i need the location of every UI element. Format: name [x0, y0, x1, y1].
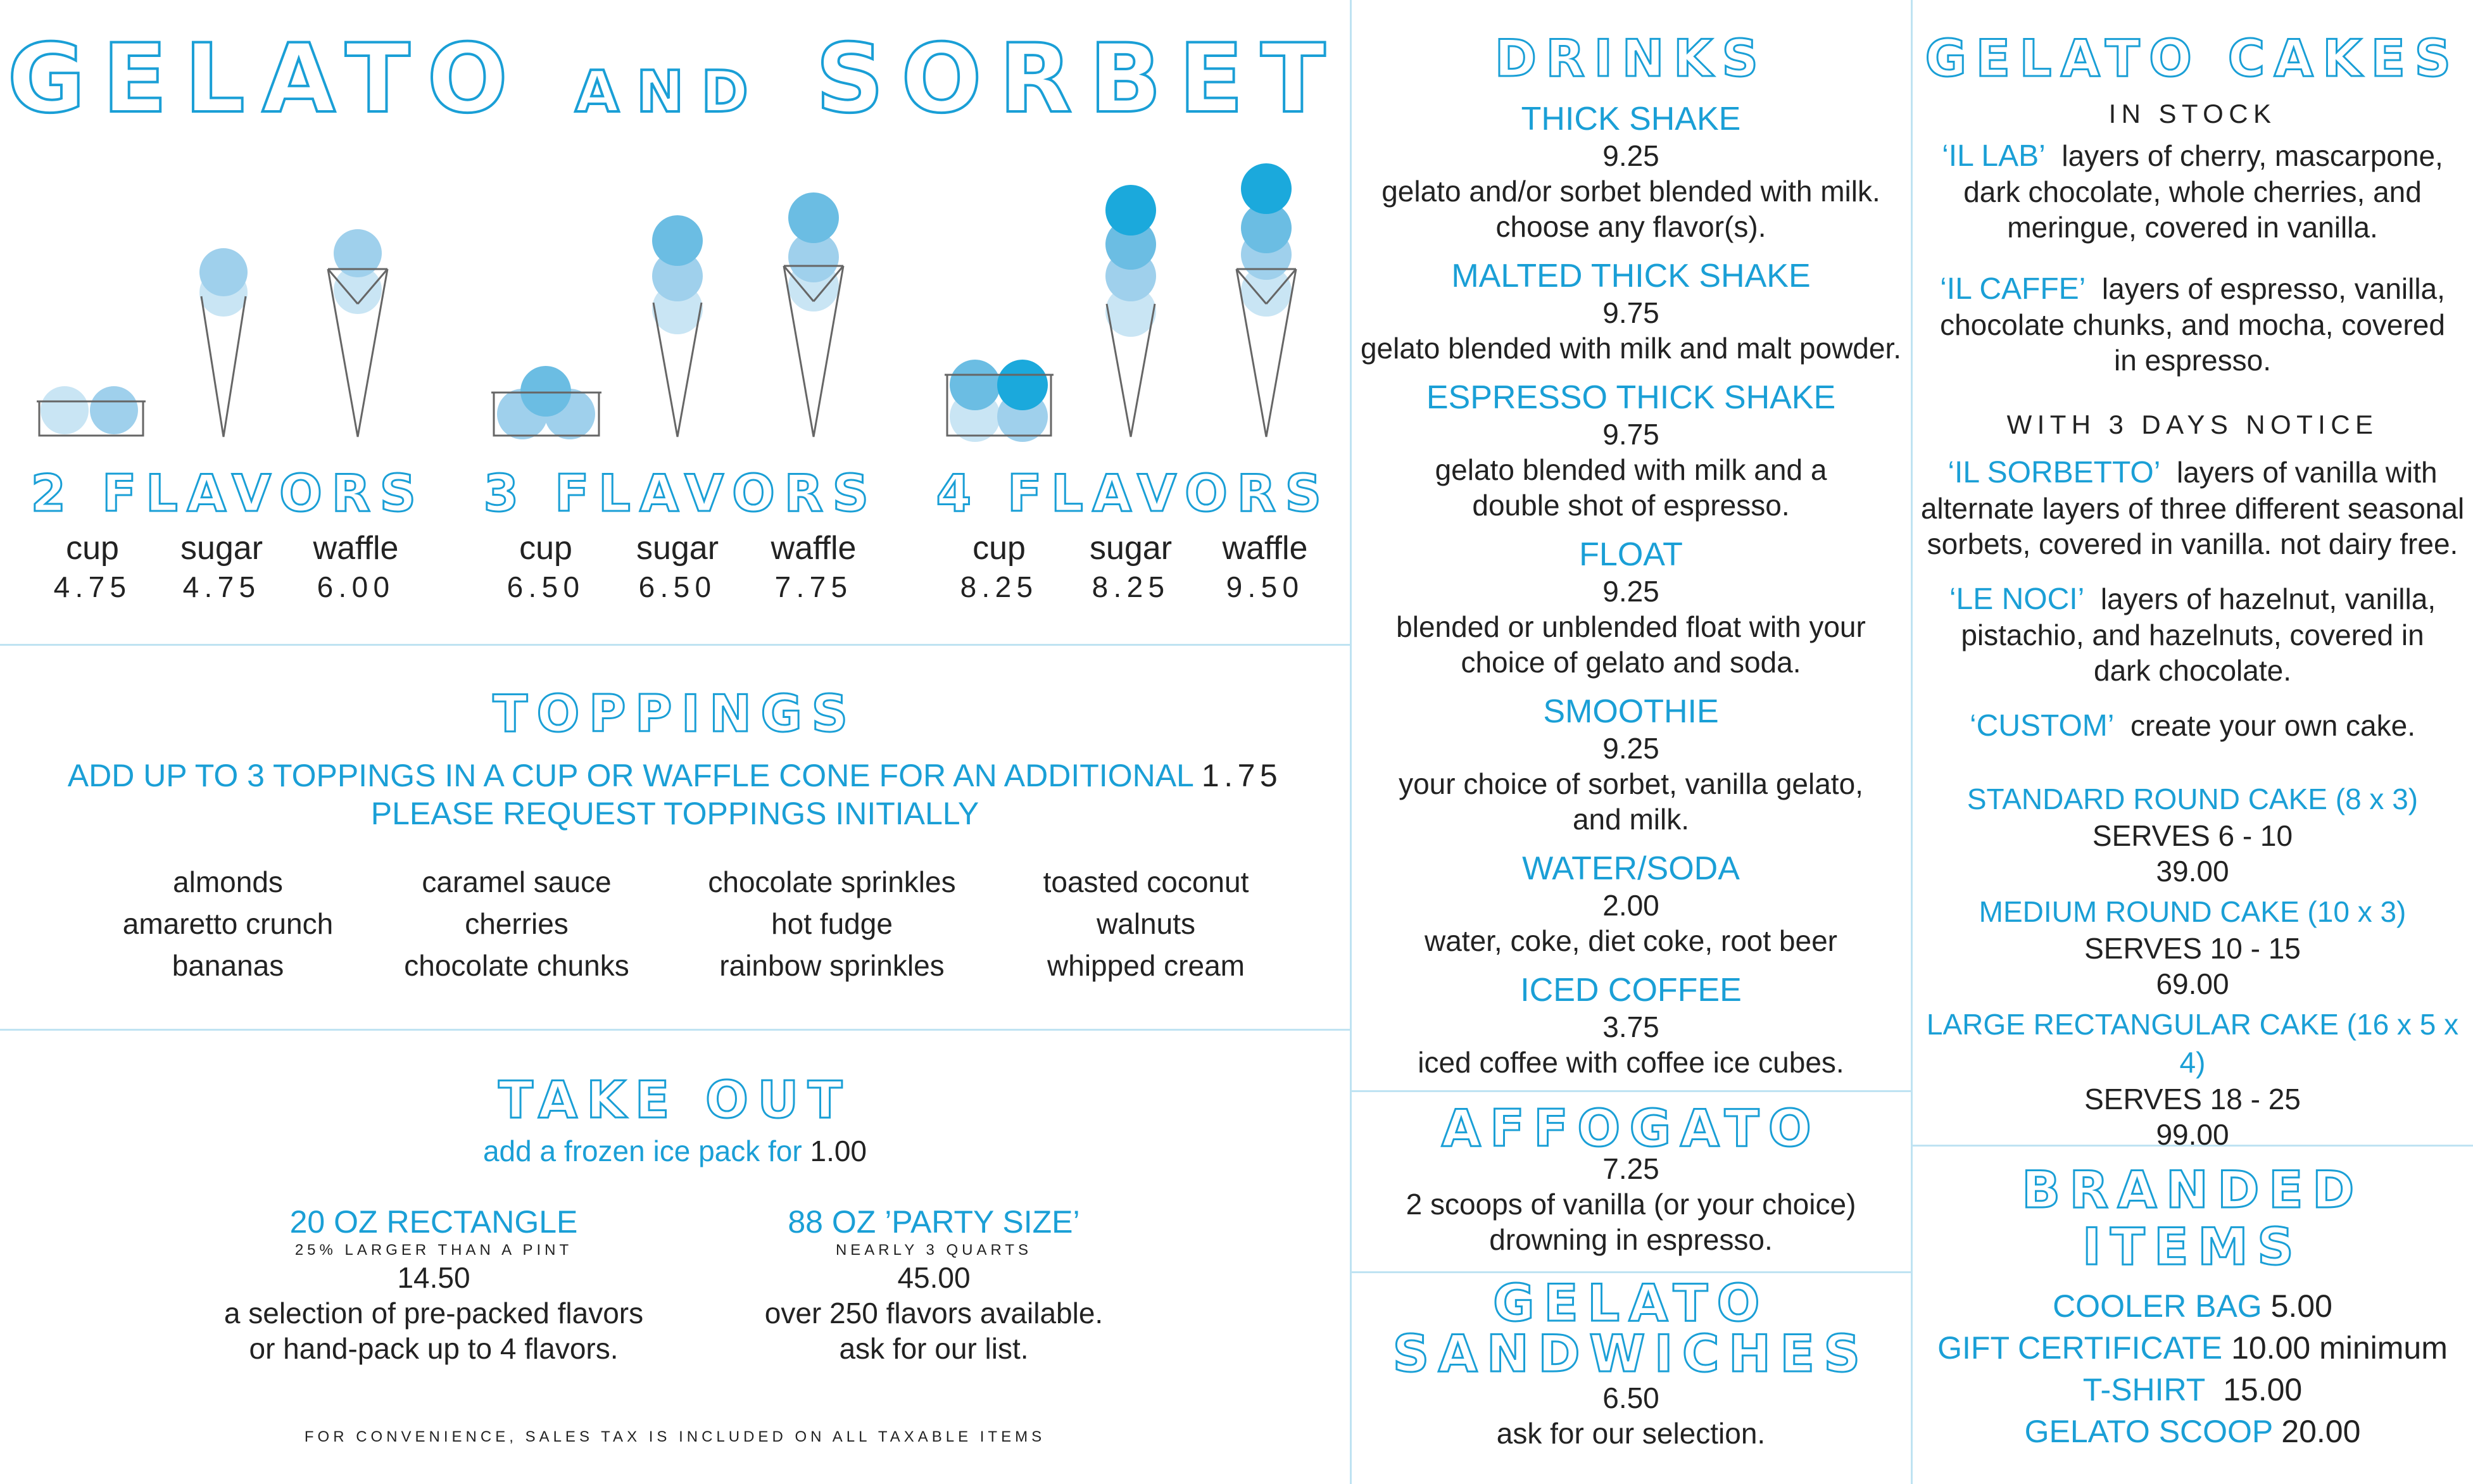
title-sorbet: SORBET	[815, 24, 1343, 134]
topping-item: bananas	[172, 949, 284, 982]
divider-gelato-toppings	[0, 644, 1350, 646]
takeout-item-sub: 25% LARGER THAN A PINT	[294, 1242, 573, 1259]
toppings-column-4	[1000, 861, 1292, 986]
branded-list	[1912, 1285, 2473, 1452]
cake-il-sorbetto: ‘IL SORBETTO’ layers of vanilla with alternate layers of three different seasonal sorbets, covered in vanilla. not dairy free.	[1920, 456, 2465, 560]
sandwiches-title-1: GELATO	[1493, 1274, 1769, 1333]
takeout-note-text: add a frozen ice pack for	[482, 1135, 802, 1167]
affogato-price: 7.25	[1602, 1152, 1659, 1185]
topping-item: almonds	[173, 865, 283, 898]
size-cup-4: cup 8.25	[960, 530, 1038, 603]
takeout-item-name: 20 OZ RECTANGLE	[289, 1204, 578, 1240]
takeout-item-price: 45.00	[897, 1261, 971, 1294]
title-and: AND	[575, 59, 765, 125]
size-waffle-3: waffle 7.75	[771, 530, 857, 603]
cup-3-flavors-icon	[491, 366, 601, 439]
takeout-item-desc: over 250 flavors available.	[764, 1297, 1104, 1330]
cake-sizes	[1912, 780, 2473, 1152]
takeout-item-rectangle	[180, 1203, 687, 1366]
branded-title-2: ITEMS	[2082, 1217, 2303, 1276]
affogato-details	[1351, 1151, 1911, 1257]
cake-le-noci: ‘LE NOCI’ layers of hazelnut, vanilla, pistachio, and hazelnuts, covered in dark chocolate.	[1949, 582, 2436, 687]
affogato-title: AFFOGATO	[1441, 1099, 1821, 1158]
heading-2-flavors: 2 FLAVORS	[30, 464, 425, 523]
cup-4-flavors-icon	[945, 360, 1054, 442]
branded-item: COOLER BAG 5.00	[2053, 1288, 2332, 1324]
takeout-item-desc: a selection of pre-packed flavors	[223, 1297, 644, 1330]
drink-item: SMOOTHIE 9.25 your choice of sorbet, vanilla gelato, and milk.	[1399, 693, 1863, 836]
size-sugar-2: sugar 4.75	[180, 530, 263, 603]
heading-3-flavors: 3 FLAVORS	[483, 464, 878, 523]
divider-drinks-affogato	[1350, 1090, 1911, 1092]
sandwiches-price: 6.50	[1602, 1381, 1659, 1414]
waffle-cone-2-flavors-icon	[328, 229, 387, 437]
cake-size-standard: STANDARD ROUND CAKE (8 x 3) SERVES 6 - 10 39.00	[1966, 783, 2419, 888]
cup-2-flavors-icon	[37, 386, 146, 436]
topping-item: walnuts	[1097, 907, 1195, 940]
takeout-item-desc: ask for our list.	[839, 1332, 1029, 1365]
cakes-title: GELATO CAKES	[1925, 29, 2460, 88]
toppings-note-line1: ADD UP TO 3 TOPPINGS IN A CUP OR WAFFLE CONE FOR AN ADDITIONAL	[67, 758, 1193, 793]
drink-item: THICK SHAKE 9.25 gelato and/or sorbet blended with milk. choose any flavor(s).	[1381, 101, 1880, 243]
affogato-desc: drowning in espresso.	[1489, 1223, 1773, 1256]
topping-item: chocolate sprinkles	[708, 865, 956, 898]
branded-item: GIFT CERTIFICATE 10.00 minimum	[1937, 1330, 2448, 1366]
takeout-item-price: 14.50	[397, 1261, 470, 1294]
sandwiches-title-2: SANDWICHES	[1392, 1324, 1870, 1383]
gelato-title	[0, 25, 1350, 146]
toppings-column-2	[371, 861, 662, 986]
drink-item: MALTED THICK SHAKE 9.75 gelato blended with milk and malt powder.	[1360, 258, 1902, 365]
size-cup-3: cup 6.50	[507, 530, 585, 603]
affogato-desc: 2 scoops of vanilla (or your choice)	[1406, 1188, 1856, 1221]
cake-il-caffe: ‘IL CAFFE’ layers of espresso, vanilla, chocolate chunks, and mocha, covered in espresso.	[1940, 272, 2445, 377]
topping-item: whipped cream	[1047, 949, 1245, 982]
topping-item: amaretto crunch	[122, 907, 334, 940]
cake-size-medium: MEDIUM ROUND CAKE (10 x 3) SERVES 10 - 15 69.00	[1979, 895, 2407, 1000]
drink-item: WATER/SODA 2.00 water, coke, diet coke, root beer	[1424, 850, 1838, 957]
topping-item: toasted coconut	[1043, 865, 1249, 898]
takeout-title: TAKE OUT	[498, 1071, 852, 1129]
drink-item: ICED COFFEE 3.75 iced coffee with coffee ice cubes.	[1418, 972, 1844, 1079]
heading-4-flavors: 4 FLAVORS	[936, 464, 1331, 523]
takeout-item-desc: or hand-pack up to 4 flavors.	[249, 1332, 619, 1365]
takeout-item-name: 88 OZ ’PARTY SIZE’	[788, 1204, 1080, 1240]
cones-illustration	[0, 152, 1350, 456]
toppings-note-price: 1.75	[1201, 758, 1283, 793]
topping-item: chocolate chunks	[404, 949, 629, 982]
topping-item: cherries	[465, 907, 569, 940]
sugar-cone-4-flavors-icon	[1105, 185, 1156, 437]
toppings-note-line2: PLEASE REQUEST TOPPINGS INITIALLY	[370, 796, 979, 831]
sugar-cone-2-flavors-icon	[199, 248, 248, 437]
toppings-column-1	[82, 861, 374, 986]
drink-item: ESPRESSO THICK SHAKE 9.75 gelato blended with milk and a double shot of espresso.	[1426, 379, 1836, 522]
sugar-cone-3-flavors-icon	[652, 215, 703, 437]
waffle-cone-4-flavors-icon	[1236, 163, 1296, 437]
topping-item: rainbow sprinkles	[719, 949, 945, 982]
size-cup-2: cup 4.75	[53, 530, 132, 603]
cake-il-lab: ‘IL LAB’ layers of cherry, mascarpone, dark chocolate, whole cherries, and meringue, covered in vanilla.	[1942, 139, 2443, 244]
takeout-item-party-size	[681, 1203, 1187, 1366]
takeout-note-price: 1.00	[810, 1135, 867, 1167]
title-gelato: GELATO	[7, 24, 525, 134]
toppings-title: TOPPINGS	[493, 684, 857, 743]
size-waffle-2: waffle 6.00	[313, 530, 399, 603]
cakes-notice-label: WITH 3 DAYS NOTICE	[2006, 410, 2379, 439]
divider-affogato-sandwiches	[1350, 1271, 1911, 1273]
drinks-title: DRINKS	[1494, 29, 1768, 88]
toppings-column-3	[686, 861, 978, 986]
topping-item: hot fudge	[771, 907, 893, 940]
size-waffle-4: waffle 9.50	[1222, 530, 1308, 603]
size-sugar-4: sugar 8.25	[1089, 530, 1173, 603]
sandwiches-desc: ask for our selection.	[1496, 1417, 1766, 1450]
topping-item: caramel sauce	[422, 865, 612, 898]
tax-footer: FOR CONVENIENCE, SALES TAX IS INCLUDED ON ALL TAXABLE ITEMS	[304, 1428, 1046, 1445]
takeout-note	[0, 1133, 1350, 1169]
size-sugar-3: sugar 6.50	[636, 530, 719, 603]
branded-item: GELATO SCOOP 20.00	[2024, 1414, 2361, 1449]
cake-size-large: LARGE RECTANGULAR CAKE (16 x 5 x 4) SERVES 18 - 25 99.00	[1926, 1008, 2459, 1151]
takeout-item-sub: NEARLY 3 QUARTS	[835, 1242, 1033, 1259]
cakes-in-stock-label: IN STOCK	[2108, 99, 2277, 129]
toppings-note	[0, 757, 1350, 795]
drinks-list	[1351, 100, 1911, 1080]
branded-item: T-SHIRT 15.00	[2082, 1372, 2303, 1407]
branded-title-1: BRANDED	[2022, 1160, 2363, 1219]
sandwiches-details	[1351, 1380, 1911, 1451]
drink-item: FLOAT 9.25 blended or unblended float with your choice of gelato and soda.	[1396, 536, 1866, 679]
cake-custom: ‘CUSTOM’ create your own cake.	[1969, 709, 2416, 743]
waffle-cone-3-flavors-icon	[784, 192, 843, 437]
divider-toppings-takeout	[0, 1029, 1350, 1031]
